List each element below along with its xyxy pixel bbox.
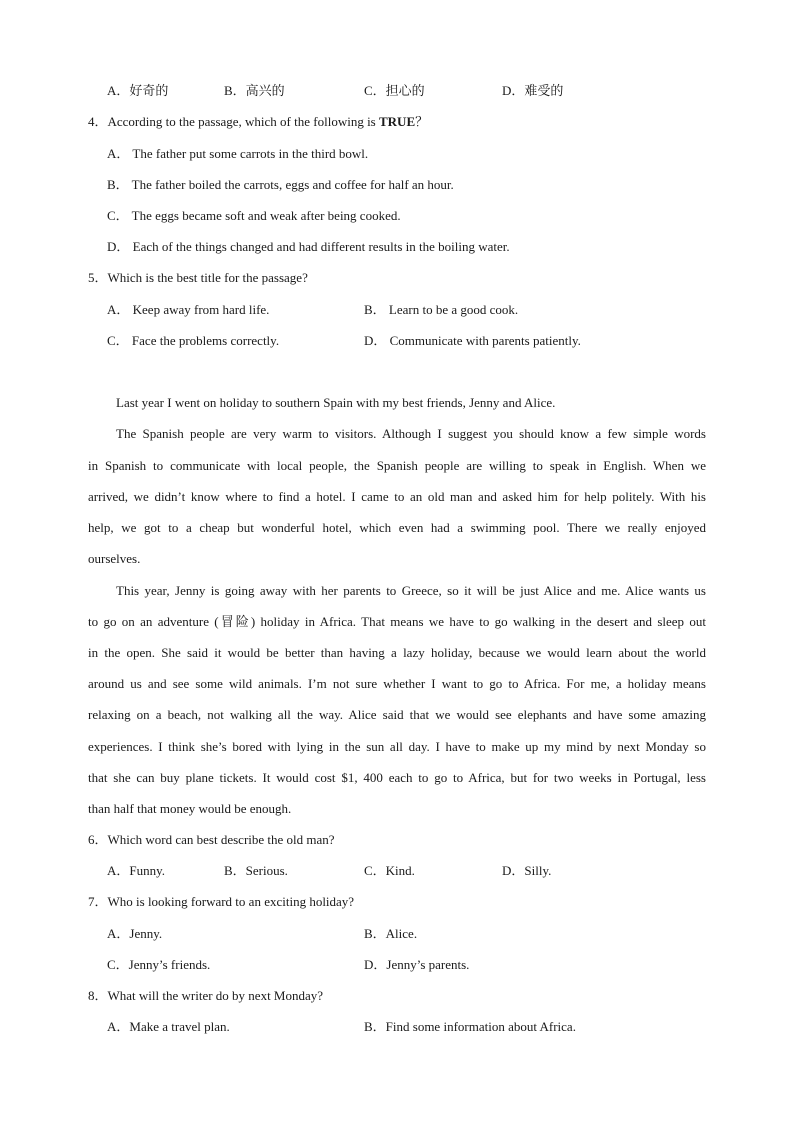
q8-stem: 8．What will the writer do by next Monday? <box>88 988 324 1003</box>
q8-option-b: B．Find some information about Africa. <box>364 1019 576 1034</box>
q4-option-c: C． The eggs became soft and weak after being cooked. <box>107 208 401 223</box>
q6-option-b: B．Serious. <box>224 863 288 878</box>
q4-stem <box>88 113 428 131</box>
passage-p3-line7: that she can buy plane tickets. It would cost $1, 400 each to go to Africa, but for two weeks in Portugal, less <box>88 770 706 785</box>
q4-stem-prefix: 4．According to the passage, which of the following is <box>88 114 379 129</box>
q4-option-d: D． Each of the things changed and had different results in the boiling water. <box>107 239 510 254</box>
passage-p2-line2: in Spanish to communicate with local people, the Spanish people are willing to speak in English. When we <box>88 458 706 473</box>
q5-option-b: B． Learn to be a good cook. <box>364 302 519 317</box>
q3-option-a: A．好奇的 <box>107 83 169 98</box>
q6-option-d: D．Silly. <box>502 863 552 878</box>
q7-option-d: D．Jenny’s parents. <box>364 957 470 972</box>
passage-p2-line3: arrived, we didn’t know where to find a hotel. I came to an old man and asked him for help politely. With his <box>88 489 706 504</box>
passage-p3-line6: experiences. I think she’s bored with lying in the sun all day. I have to make up my mind by next Monday so <box>88 739 706 754</box>
q5-option-c: C． Face the problems correctly. <box>107 333 280 348</box>
passage-p1: Last year I went on holiday to southern Spain with my best friends, Jenny and Alice. <box>116 395 556 410</box>
q4-stem-suffix: ？ <box>415 114 429 129</box>
q6-option-a: A．Funny. <box>107 863 166 878</box>
q3-option-b: B．高兴的 <box>224 83 285 98</box>
passage-p3-line4: around us and see some wild animals. I’m not sure whether I want to go to Africa. For me, a holiday means <box>88 676 706 691</box>
q5-option-a: A． Keep away from hard life. <box>107 302 270 317</box>
q4-option-b: B． The father boiled the carrots, eggs and coffee for half an hour. <box>107 177 454 192</box>
q7-option-c: C．Jenny’s friends. <box>107 957 211 972</box>
q3-option-d: D．难受的 <box>502 83 564 98</box>
q8-option-a: A．Make a travel plan. <box>107 1019 230 1034</box>
q7-option-b: B．Alice. <box>364 926 418 941</box>
q7-option-a: A．Jenny. <box>107 926 163 941</box>
q4-option-a: A． The father put some carrots in the third bowl. <box>107 146 369 161</box>
q5-stem: 5．Which is the best title for the passage? <box>88 270 308 285</box>
passage-p3-line2: to go on an adventure (冒险) holiday in Africa. That means we have to go walking in the desert and sleep out <box>88 614 706 629</box>
passage-p3-line3: in the open. She said it would be better than having a lazy holiday, because we would learn about the world <box>88 645 706 660</box>
q6-stem: 6．Which word can best describe the old man? <box>88 832 335 847</box>
passage-p2-line1: The Spanish people are very warm to visitors. Although I suggest you should know a few simple words <box>116 426 706 441</box>
q7-stem: 7．Who is looking forward to an exciting holiday? <box>88 894 355 909</box>
passage-p3-line8: than half that money would be enough. <box>88 801 292 816</box>
passage-p2-line5: ourselves. <box>88 551 141 566</box>
q5-option-d: D． Communicate with parents patiently. <box>364 333 581 348</box>
passage-p3-line5: relaxing on a beach, not walking all the way. Alice said that we would see elephants and have some amazing <box>88 707 706 722</box>
passage-p2-line4: help, we got to a cheap but wonderful hotel, which even had a swimming pool. There we really enjoyed <box>88 520 706 535</box>
q4-stem-bold: TRUE <box>379 114 416 129</box>
q6-option-c: C．Kind. <box>364 863 415 878</box>
passage-p3-line1: This year, Jenny is going away with her parents to Greece, so it will be just Alice and me. Alice wants us <box>116 583 706 598</box>
q3-option-c: C．担心的 <box>364 83 425 98</box>
